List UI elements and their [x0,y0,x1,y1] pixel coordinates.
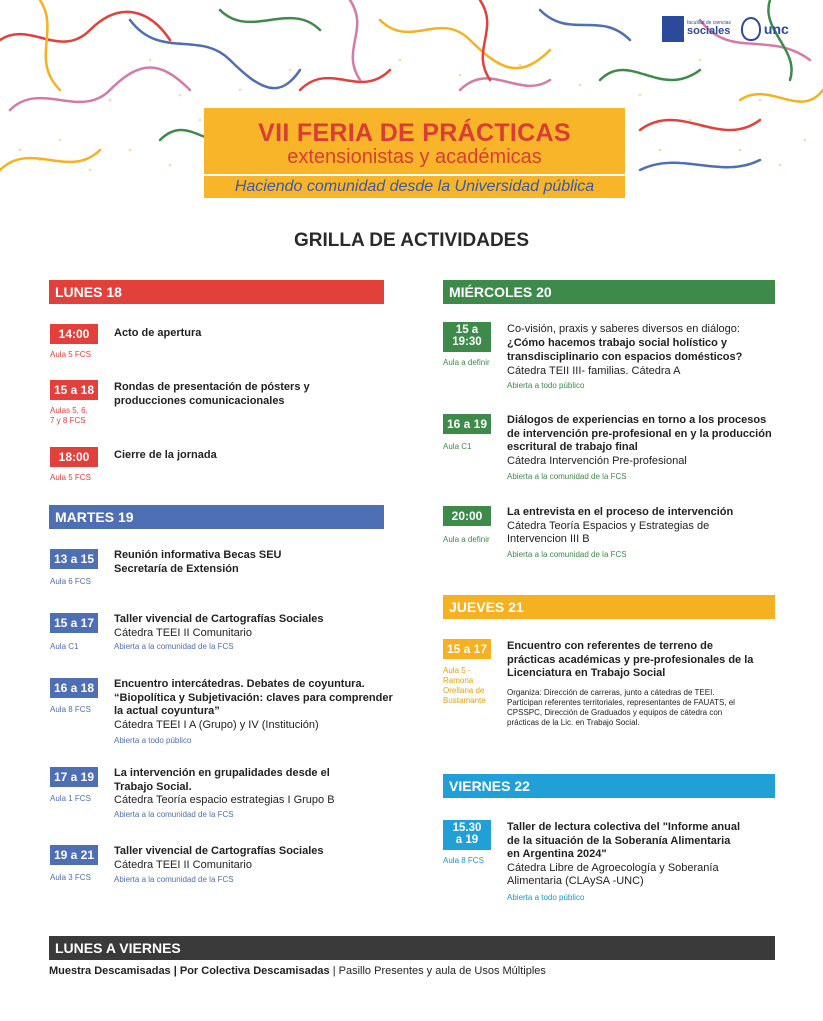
footer-header: LUNES A VIERNES [49,936,775,960]
event-martes-2 [50,613,390,658]
event-room: Aulas 5, 6, 7 y 8 FCS [50,406,88,425]
event-title: Taller vivencial de Cartografías Sociales [114,845,324,857]
event-chair: Cátedra Teoría espacio estrategias I Grupo B [114,794,335,806]
event-access: Abierta a la comunidad de la FCS [114,810,234,819]
event-access: Abierta a la comunidad de la FCS [507,550,627,559]
event-room: Aula 8 FCS [443,856,484,865]
event-access: Abierta a la comunidad de la FCS [114,642,234,651]
event-title: Acto de apertura [114,327,202,339]
grid-title: GRILLA DE ACTIVIDADES [293,230,530,251]
event-martes-5 [50,845,390,890]
event-access: Abierta a todo público [114,736,192,745]
event-time [443,820,491,850]
footer-text-rest: | Pasillo Presentes y aula de Usos Múltiples [329,965,546,977]
footer-text [49,965,546,977]
event-martes-1 [50,549,390,589]
event-time: 19 a 21 [50,845,98,865]
event-title: Encuentro intercátedras. Debates de coyuntura. “Biopolítica y Subjetivación: claves para comprender la actual coyuntura” [114,678,393,717]
event-chair: Cátedra Teoría Espacios y Estrategias de Intervencion III B [507,520,710,545]
event-title-line2: extensionistas y académicas [287,146,542,168]
event-chair: Cátedra TEII III- familias. Cátedra A [507,365,681,377]
event-miercoles-1 [443,322,773,392]
event-time: 16 a 19 [443,414,491,434]
event-miercoles-2 [443,414,773,484]
event-miercoles-3 [443,506,773,566]
event-room: Aula 5 FCS [50,473,91,482]
unc-logo [741,17,789,41]
event-time-line1: 15 a [455,324,479,336]
event-time-line1: 15.30 [452,822,482,834]
event-time-line2: 19:30 [452,336,482,348]
day-header-jueves: JUEVES 21 [443,595,775,619]
event-chair: Cátedra TEEI II Comunitario [114,627,252,639]
event-title: La entrevista en el proceso de intervención [507,506,734,518]
event-chair: Cátedra Intervención Pre-profesional [507,455,687,467]
fcs-logo-small-text: facultad de ciencias [687,20,731,26]
event-title: Rondas de presentación de pósters y producciones comunicacionales [114,381,310,407]
event-organizer: Organiza: Dirección de carreras, junto a cátedras de TEEI. Participan referentes territoriales, representantes de FAUATS, el CPSSPC, Dirección de Graduados y equipos de cátedra con prácticas de la Lic. en Trabajo Social. [507,688,735,727]
fcs-logo-mark-icon [662,16,684,42]
event-room: Aula a definir [443,535,490,544]
event-title: Cierre de la jornada [114,449,217,461]
logos [662,16,789,42]
event-pretitle: Co-visión, praxis y saberes diversos en diálogo: [507,323,740,335]
event-room: Aula 3 FCS [50,873,91,882]
event-room: Aula C1 [50,642,79,651]
event-access: Abierta a todo público [507,381,585,390]
event-time: 13 a 15 [50,549,98,569]
title-box [204,108,625,174]
event-chair: Cátedra Libre de Agroecología y Soberanía Alimentaria (CLAySA -UNC) [507,862,719,887]
fcs-logo [662,16,731,42]
event-chair: Cátedra TEEI II Comunitario [114,859,252,871]
event-martes-3 [50,678,395,748]
event-lunes-3 [50,447,390,487]
event-access: Abierta a la comunidad de la FCS [114,875,234,884]
event-room: Aula 8 FCS [50,705,91,714]
event-time: 17 a 19 [50,767,98,787]
event-subtitle: Haciendo comunidad desde la Universidad pública [234,178,595,195]
event-jueves-1 [443,639,773,749]
unc-logo-text: unc [763,21,789,37]
event-viernes-1 [443,820,773,910]
event-martes-4 [50,767,390,822]
event-title: Diálogos de experiencias en torno a los procesos de intervención pre-profesional en y la producción escritural de trabajo final [507,414,772,453]
event-access: Abierta a la comunidad de la FCS [507,472,627,481]
event-room: Aula 1 FCS [50,794,91,803]
subtitle-box [204,176,625,198]
day-header-viernes: VIERNES 22 [443,774,775,798]
event-title: Taller de lectura colectiva del "Informe anual de la situación de la Soberanía Alimentaria en Argentina 2024" [507,821,741,860]
event-room: Aula 5 - Ramona Orellana de Bustamante [443,666,486,705]
event-room: Aula C1 [443,442,472,451]
event-title: Taller vivencial de Cartografías Sociales [114,613,324,625]
day-header-martes: MARTES 19 [49,505,384,529]
day-header-lunes: LUNES 18 [49,280,384,304]
footer-text-bold: Muestra Descamisadas | Por Colectiva Descamisadas [49,965,330,977]
header-banner [0,0,823,185]
event-time [443,322,491,352]
event-room: Aula 5 FCS [50,350,91,359]
day-header-miercoles: MIÉRCOLES 20 [443,280,775,304]
event-time: 16 a 18 [50,678,98,698]
unc-seal-icon [741,17,761,41]
event-title: VII FERIA DE PRÁCTICAS [258,119,571,147]
event-lunes-2 [50,380,390,430]
event-time: 20:00 [443,506,491,526]
event-time: 18:00 [50,447,98,467]
event-title: La intervención en grupalidades desde el Trabajo Social. [114,767,330,793]
event-room: Aula 6 FCS [50,577,91,586]
event-title: Encuentro con referentes de terreno de prácticas académicas y pre-profesionales de la Licenciatura en Trabajo Social [507,640,754,679]
event-time: 14:00 [50,324,98,344]
event-time: 15 a 18 [50,380,98,400]
event-lunes-1 [50,324,390,364]
event-chair: Cátedra TEEI I A (Grupo) y IV (Institución) [114,719,319,731]
event-title: ¿Cómo hacemos trabajo social holístico y transdisciplinario con espacios domésticos? [507,337,743,363]
fcs-logo-big-text: sociales [687,25,731,37]
event-room: Aula a definir [443,358,490,367]
event-access: Abierta a todo público [507,893,585,902]
event-time: 15 a 17 [50,613,98,633]
event-time-line2: a 19 [455,834,479,846]
event-title: Reunión informativa Becas SEU Secretaría de Extensión [114,549,282,575]
event-time: 15 a 17 [443,639,491,659]
